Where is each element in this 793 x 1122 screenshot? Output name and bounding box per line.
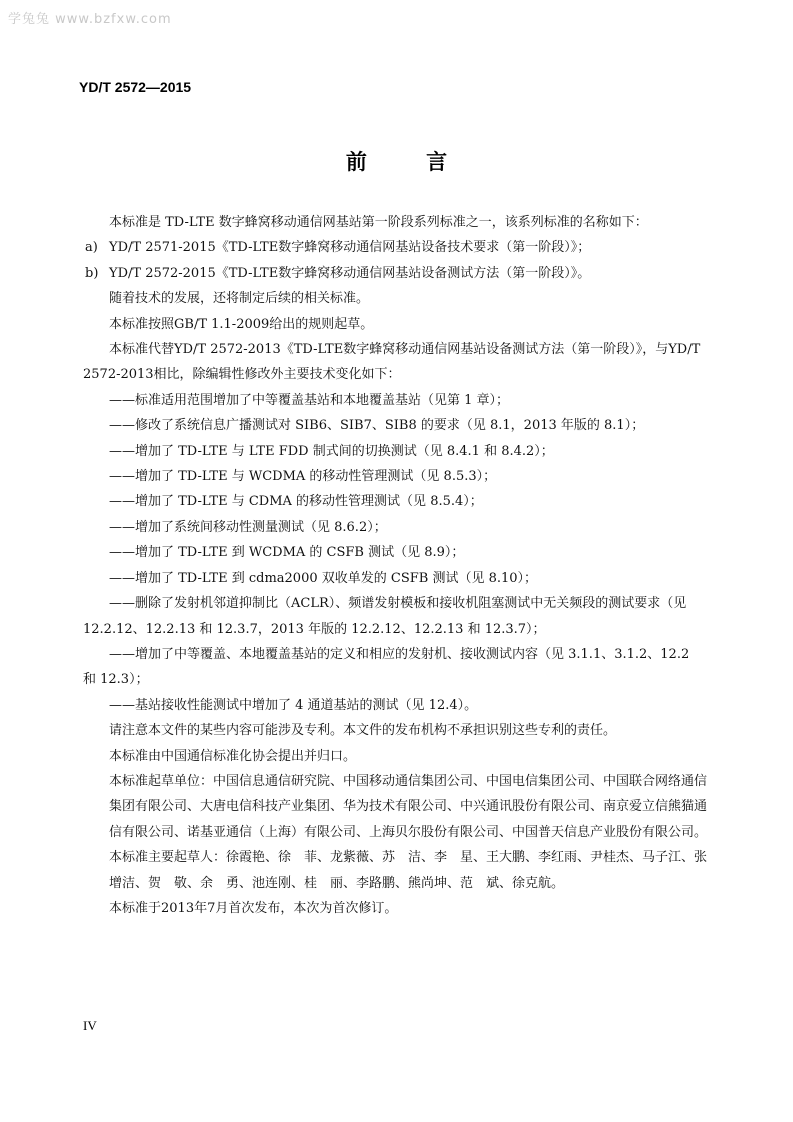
foreword-body [83, 210, 713, 921]
series-item-b [83, 261, 713, 286]
change-item: ——增加了 TD-LTE 与 WCDMA 的移动性管理测试（见 8.5.3）； [109, 469, 497, 485]
change-item-aclr-line2: 12.2.12、12.2.13 和 12.3.7，2013 年版的 12.2.12、12.2.13 和 12.3.7）； [83, 621, 546, 637]
series-item-label: b) [85, 265, 99, 281]
replacement-paragraph-line2: 2572-2013相比，除编辑性修改外主要技术变化如下： [83, 367, 401, 383]
change-item: ——增加了系统间移动性测量测试（见 8.6.2）； [109, 519, 387, 535]
change-item: ——增加了 TD-LTE 与 CDMA 的移动性管理测试（见 8.5.4）； [109, 494, 483, 510]
change-item: ——增加了 TD-LTE 到 cdma2000 双收单发的 CSFB 测试（见 8.10）； [109, 570, 538, 586]
series-item-text: YD/T 2571-2015《TD-LTE数字蜂窝移动通信网基站设备技术要求（第一阶段）》； [109, 240, 591, 256]
change-item-coverage-line1: ——增加了中等覆盖、本地覆盖基站的定义和相应的发射机、接收测试内容（见 3.1.1、3.1.2、12.2 [109, 646, 690, 662]
patent-notice: 请注意本文件的某些内容可能涉及专利。本文件的发布机构不承担识别这些专利的责任。 [109, 723, 617, 739]
future-standards-paragraph: 随着技术的发展，还将制定后续的相关标准。 [109, 291, 370, 307]
series-item-label: a) [85, 240, 98, 256]
series-item-a [83, 235, 713, 260]
document-code: YD/T 2572—2015 [79, 79, 192, 95]
drafters-paragraph: 本标准主要起草人：徐霞艳、徐 菲、龙紫薇、苏 洁、李 星、王大鹏、李红雨、尹桂杰、马子江、张增洁、贺 敬、余 勇、池连刚、桂 丽、李路鹏、熊尚坤、范 斌、徐克航。 [109, 850, 708, 891]
change-item: ——增加了 TD-LTE 与 LTE FDD 制式间的切换测试（见 8.4.1 和 8.4.2）； [109, 443, 554, 459]
change-item-aclr-line1: ——删除了发射机邻道抑制比（ACLR）、频谱发射模板和接收机阻塞测试中无关频段的测试要求（见 [109, 596, 687, 612]
series-item-text: YD/T 2572-2015《TD-LTE数字蜂窝移动通信网基站设备测试方法（第一阶段）》。 [109, 265, 591, 281]
page-number: IV [83, 1018, 97, 1033]
change-item: ——修改了系统信息广播测试对 SIB6、SIB7、SIB8 的要求（见 8.1，2013 年版的 8.1）； [109, 418, 645, 434]
publication-history: 本标准于2013年7月首次发布，本次为首次修订。 [109, 900, 398, 916]
intro-paragraph: 本标准是 TD-LTE 数字蜂窝移动通信网基站第一阶段系列标准之一，该系列标准的名称如下： [109, 215, 648, 230]
drafting-rules-paragraph: 本标准按照GB/T 1.1-2009给出的规则起草。 [109, 316, 374, 332]
change-item: ——标准适用范围增加了中等覆盖基站和本地覆盖基站（见第 1 章）； [109, 392, 510, 408]
page-title: 前 言 [345, 150, 474, 174]
proposer-paragraph: 本标准由中国通信标准化协会提出并归口。 [109, 748, 357, 764]
change-item-receiver: ——基站接收性能测试中增加了 4 通道基站的测试（见 12.4）。 [109, 697, 478, 713]
replacement-paragraph-line1: 本标准代替YD/T 2572-2013《TD-LTE数字蜂窝移动通信网基站设备测试方法（第一阶段）》，与YD/T [109, 342, 701, 358]
change-item-coverage-line2: 和 12.3）； [83, 672, 149, 688]
drafting-units-paragraph: 本标准起草单位：中国信息通信研究院、中国移动通信集团公司、中国电信集团公司、中国联合网络通信集团有限公司、大唐电信科技产业集团、华为技术有限公司、中兴通讯股份有限公司、南京爱立信熊猫通信有限公司、诺基亚通信（上海）有限公司、上海贝尔股份有限公司、中国普天信息产业股份有限公司。 [109, 773, 708, 840]
change-item: ——增加了 TD-LTE 到 WCDMA 的 CSFB 测试（见 8.9）； [109, 545, 465, 561]
watermark: 学兔兔 www.bzfxw.com [8, 12, 172, 27]
